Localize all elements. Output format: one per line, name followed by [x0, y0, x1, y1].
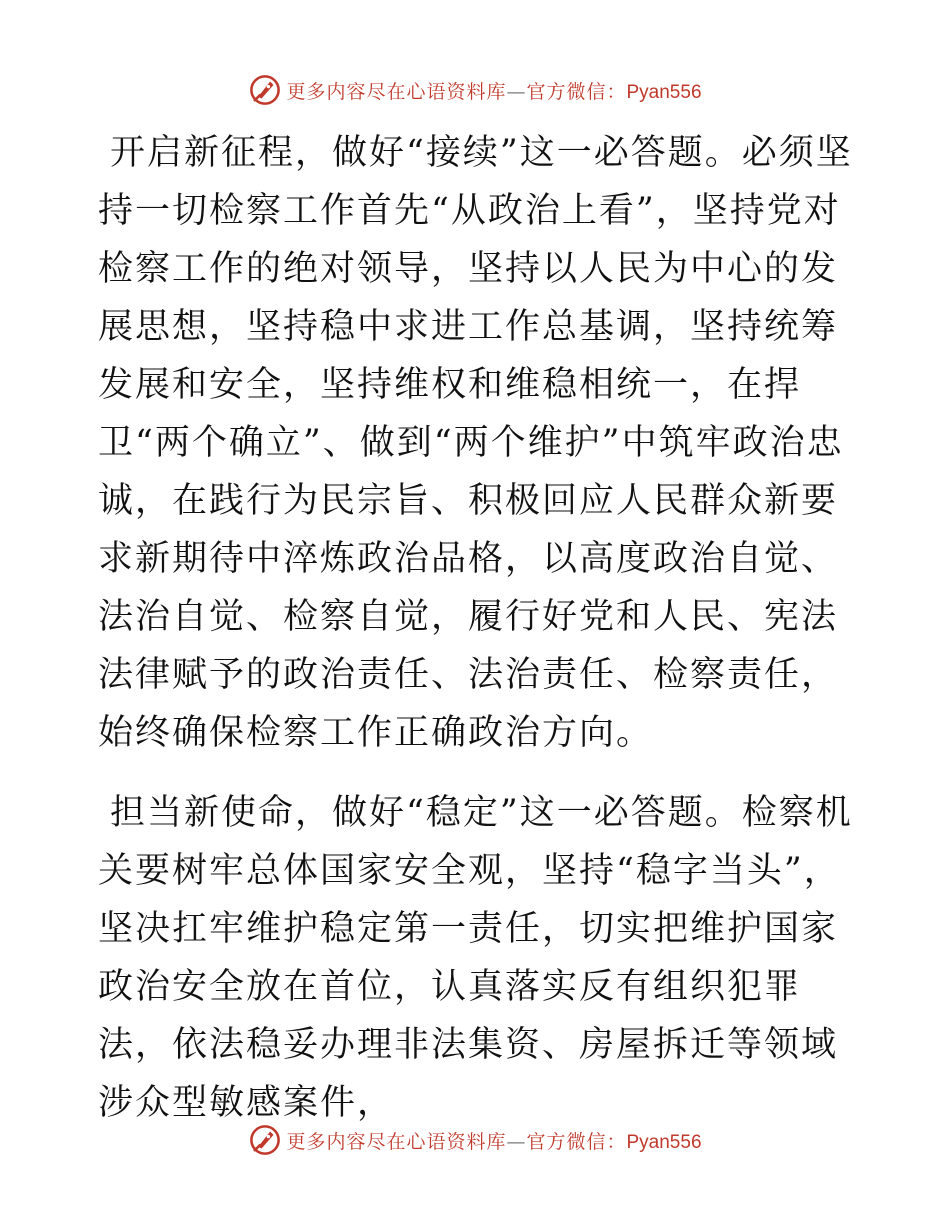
watermark-label: 官方微信：: [526, 1130, 627, 1153]
pen-nib-logo-icon: [248, 1123, 282, 1157]
watermark-label: 官方微信：: [526, 80, 627, 103]
footer-watermark: [0, 1120, 950, 1160]
pen-nib-logo-icon: [248, 73, 282, 107]
header-watermark: [0, 70, 950, 110]
watermark-text: [286, 1127, 701, 1154]
paragraph: 担当新使命，做好“稳定”这一必答题。检察机关要树牢总体国家安全观，坚持“稳字当头”，坚决扛牢维护稳定第一责任，切实把维护国家政治安全放在首位，认真落实反有组织犯罪法，依法稳妥办理非法集资、房屋拆迁等领域涉众型敏感案件，: [98, 793, 853, 1123]
watermark-separator: —: [506, 80, 527, 103]
document-body: [98, 124, 858, 1154]
watermark-separator: —: [506, 1130, 527, 1153]
watermark-wechat-id: Pyan556: [626, 1131, 702, 1153]
watermark-wechat-id: Pyan556: [626, 81, 702, 103]
watermark-text: [286, 77, 701, 104]
watermark-brand: 更多内容尽在心语资料库: [286, 1130, 507, 1153]
paragraph: 开启新征程，做好“接续”这一必答题。必须坚持一切检察工作首先“从政治上看”，坚持党对检察工作的绝对领导，坚持以人民为中心的发展思想，坚持稳中求进工作总基调，坚持统筹发展和安全，坚持维权和维稳相统一，在捍卫“两个确立”、做到“两个维护”中筑牢政治忠诚，在践行为民宗旨、积极回应人民群众新要求新期待中淬炼政治品格，以高度政治自觉、法治自觉、检察自觉，履行好党和人民、宪法法律赋予的政治责任、法治责任、检察责任，始终确保检察工作正确政治方向。: [98, 133, 853, 753]
watermark-brand: 更多内容尽在心语资料库: [286, 80, 507, 103]
